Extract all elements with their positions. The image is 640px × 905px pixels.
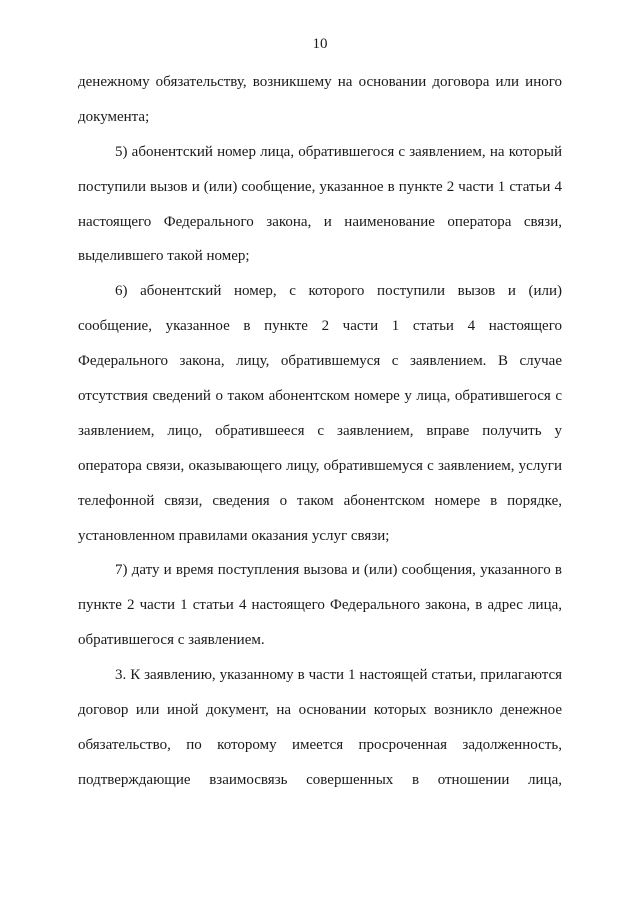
text-line: оператора связи, оказывающего лицу, обратившемуся с заявлением, услуги xyxy=(78,457,562,474)
text-line: документа; xyxy=(78,108,150,125)
text-line: поступили вызов и (или) сообщение, указанное в пункте 2 части 1 статьи 4 xyxy=(78,178,562,195)
text-line: обязательство, по которому имеется просроченная задолженность, xyxy=(78,736,562,753)
text-line: 7) дату и время поступления вызова и (или) сообщения, указанного в xyxy=(115,562,562,579)
text-line: денежному обязательству, возникшему на основании договора или иного xyxy=(78,74,562,90)
text-line: выделившего такой номер; xyxy=(78,248,250,265)
text-line: 5) абонентский номер лица, обратившегося с заявлением, на который xyxy=(115,143,562,160)
document-body xyxy=(78,72,562,805)
text-line: телефонной связи, сведения о таком абонентском номере в порядке, xyxy=(78,492,562,509)
text-line: заявлением, лицо, обратившееся с заявлением, вправе получить у xyxy=(78,422,562,439)
text-line: договор или иной документ, на основании которых возникло денежное xyxy=(78,702,562,719)
text-line: Федерального закона, лицу, обратившемуся с заявлением. В случае xyxy=(78,353,562,370)
text-line: отсутствия сведений о таком абонентском номере у лица, обратившегося с xyxy=(78,388,562,405)
text-line: сообщение, указанное в пункте 2 части 1 статьи 4 настоящего xyxy=(78,318,562,335)
text-line: установленном правилами оказания услуг связи; xyxy=(78,527,390,544)
text-line: подтверждающие взаимосвязь совершенных в отношении лица, xyxy=(78,771,562,788)
text-line: пункте 2 части 1 статьи 4 настоящего Федерального закона, в адрес лица, xyxy=(78,597,562,614)
text-line: 3. К заявлению, указанному в части 1 настоящей статьи, прилагаются xyxy=(115,667,562,684)
text-line: 6) абонентский номер, с которого поступили вызов и (или) xyxy=(115,283,562,300)
text-line: обратившегося с заявлением. xyxy=(78,632,265,649)
text-line: настоящего Федерального закона, и наименование оператора связи, xyxy=(78,213,562,230)
page-number: 10 xyxy=(312,36,328,52)
